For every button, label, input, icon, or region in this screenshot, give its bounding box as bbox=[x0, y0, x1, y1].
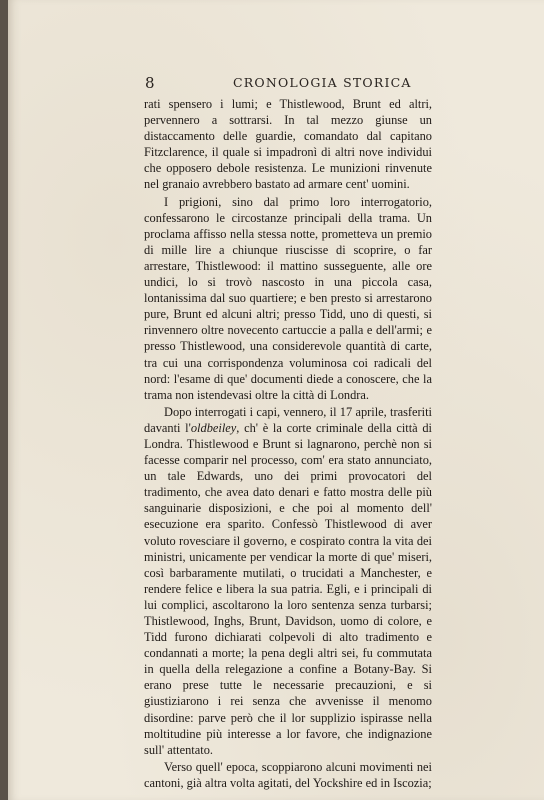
paragraph-3 bbox=[144, 404, 432, 758]
running-title: CRONOLOGIA STORICA bbox=[233, 75, 412, 90]
paragraph-3-italic-term: oldbeiley bbox=[190, 420, 237, 435]
page-number: 8 bbox=[145, 74, 155, 92]
paragraph-4: Verso quell' epoca, scoppiarono alcuni movimenti nei cantoni, già altra volta agitati, del Yockshire ed in Iscozia; bbox=[144, 759, 432, 790]
paragraph-2: I prigioni, sino dal primo loro interrogatorio, confessarono le circostanze principali della trama. Un proclama affisso nella stessa notte, prometteva un premio di mille lire a chiunque riuscisse di scoprire, o far arrestare, Thistlewood: il mattino susseguente, alle ore undici, lo si trovò nascosto in una piccola casa, lontanissima dal suo quartiere; e ben presto si arrestarono pure, Brunt ed alcuni altri; presso Tidd, uno di questi, si rinvennero oltre novecento cartuccie a palla e dell'armi; e presso Thistlewood, una considerevole quantità di carte, tra cui una corrispondenza voluminosa coi radicali del nord: l'esame di que' documenti diede a conoscere, che la trama non istendevasi oltre la città di Londra. bbox=[144, 194, 432, 402]
page-header bbox=[145, 74, 435, 94]
book-page bbox=[8, 0, 544, 800]
paragraph-3-text-before: Dopo interrogati i capi, vennero, il 17 aprile, trasferiti davanti l' bbox=[144, 404, 432, 435]
body-text bbox=[144, 96, 432, 791]
paragraph-1: rati spensero i lumi; e Thistlewood, Brunt ed altri, pervennero a sottrarsi. In tal mezzo giunse un distaccamento delle guardie, comandato dal capitano Fitzclarence, il quale si impadronì di altri nove individui che opposero debole resistenza. Le munizioni rinvenute nel granaio avrebbero bastato ad armare cent' uomini. bbox=[144, 97, 432, 192]
paragraph-3-text-after: , ch' è la corte criminale della città di Londra. Thistlewood e Brunt si lagnarono, perchè non si facesse comparir nel processo, com' era stato annunciato, un tale Edwards, uno dei primi provocatori del tradimento, che avea dato denari e fatto mostra delle più sanguinarie disposizioni, e che poi al momento dell' esecuzione era sparito. Confessò Thistlewood di aver voluto rovesciare il governo, e cospirato contra la vita dei ministri, unicamente per vendicar la morte di que' miseri, così barbaramente mutilati, o trucidati a Manchester, e rendere felice e libera la sua patria. Egli, e i principali di lui complici, ascoltarono la loro sentenza senza turbarsi; Thistlewood, Inghs, Brunt, Davidson, uomo di colore, e Tidd furono dichiarati colpevoli di alto tradimento e condannati a morte; la pena degli altri sei, fu commutata in quella della relegazione a confine a Botany-Bay. Si erano prese tutte le necessarie precauzioni, e si giustiziarono i rei senza che avvenisse il menomo disordine: parve però che il lor supplizio ispirasse nella moltitudine più interesse a lor favore, che indignazione sull' attentato. bbox=[144, 420, 432, 757]
